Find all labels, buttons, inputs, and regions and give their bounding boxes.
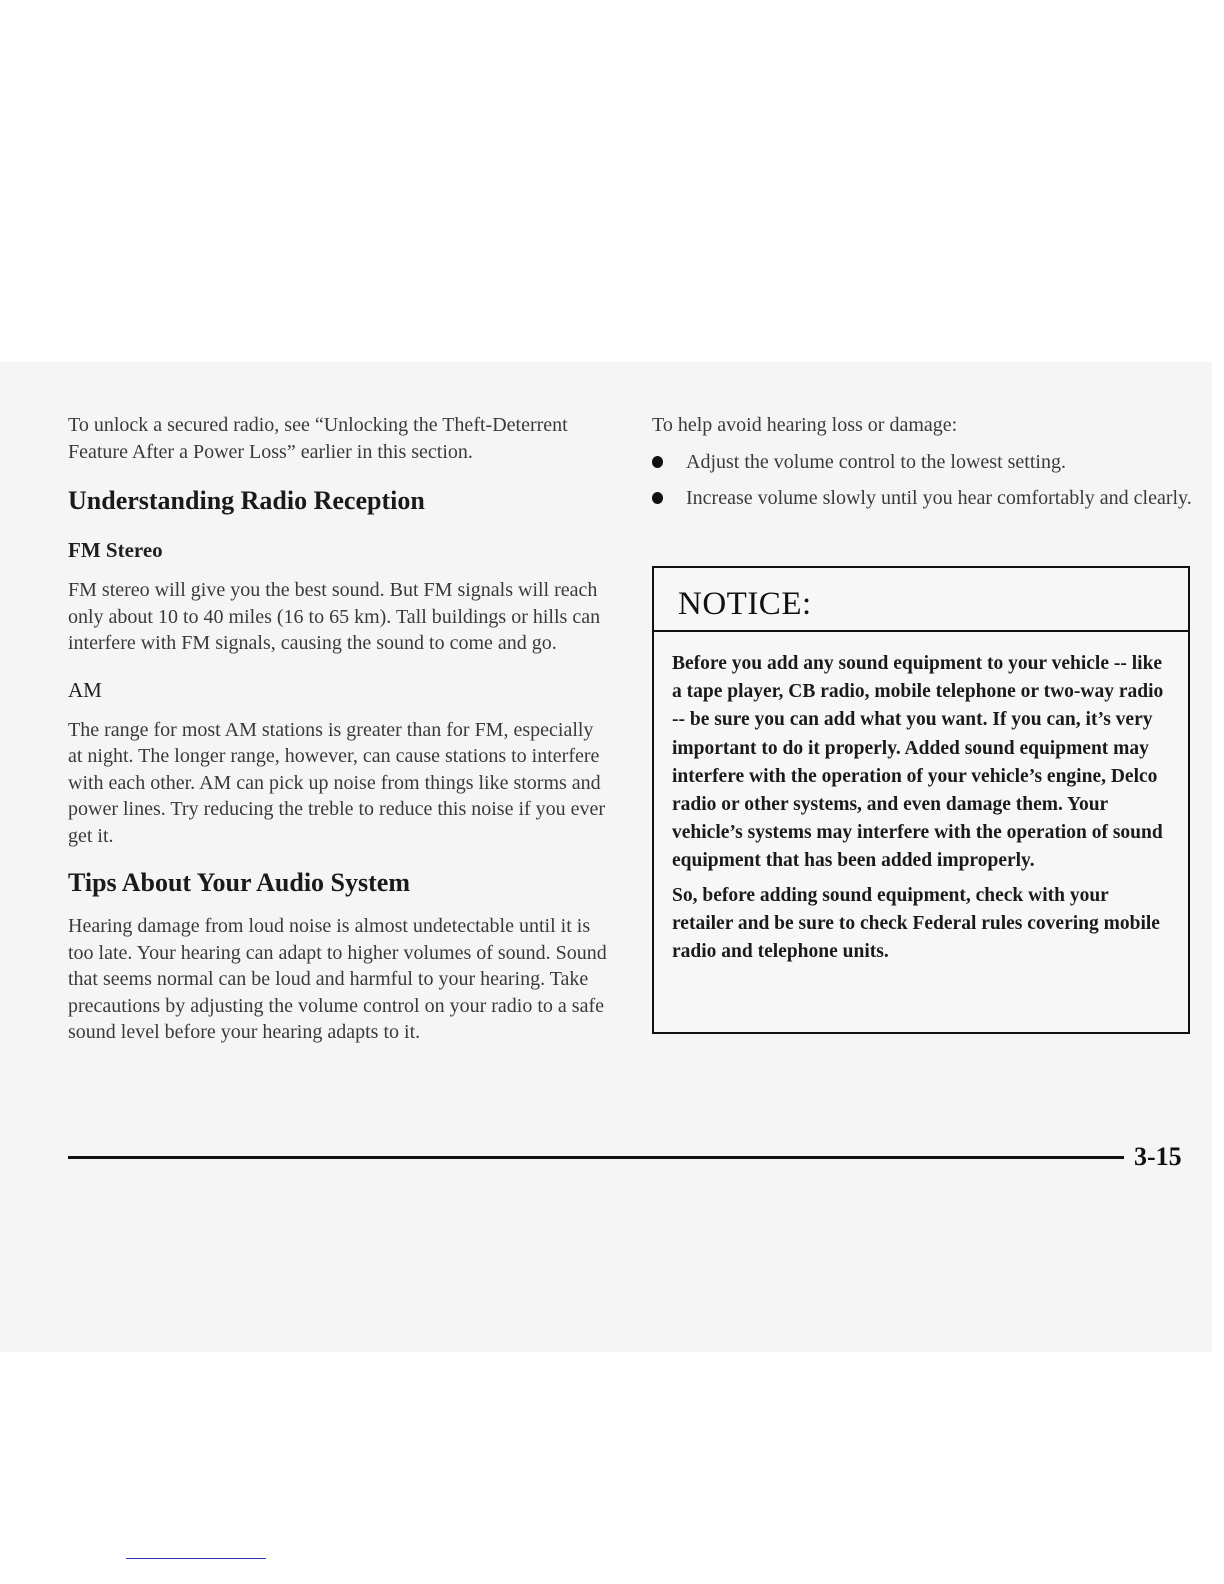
bullet-icon	[652, 456, 663, 468]
notice-box	[652, 566, 1190, 1034]
footer-rule	[68, 1156, 1124, 1159]
notice-title: NOTICE:	[678, 586, 812, 622]
notice-paragraph: So, before adding sound equipment, check with your retailer and be sure to check Federal rules covering mobile radio and telephone units.	[672, 884, 1160, 963]
notice-paragraph: Before you add any sound equipment to your vehicle -- like a tape player, CB radio, mobile telephone or two-way radio -- be sure you can add what you want. If you can, it’s very important to do it properly. Added sound equipment may interfere with the operation of your vehicle’s engine, Delco radio or other systems, and even damage them. Your vehicle’s systems may interfere with the operation of sound equipment that has been added improperly.	[672, 653, 1164, 872]
list-item	[652, 485, 1194, 512]
right-column	[652, 412, 1194, 522]
left-column	[68, 412, 608, 1046]
heading-fm-stereo: FM Stereo	[68, 538, 163, 562]
fm-stereo-paragraph: FM stereo will give you the best sound. But FM signals will reach only about 10 to 40 miles (16 to 65 km). Tall buildings or hills can interfere with FM signals, causing the sound to come and go.	[68, 579, 601, 654]
scan-artifact-line	[126, 1558, 266, 1559]
page-number: 3-15	[1134, 1142, 1182, 1171]
hearing-tips-list	[652, 449, 1194, 512]
heading-am: AM	[68, 677, 102, 702]
notice-body	[654, 632, 1188, 966]
intro-paragraph: To unlock a secured radio, see “Unlocking the Theft-Deterrent Feature After a Power Loss” earlier in this section.	[68, 414, 568, 463]
list-item-text: Adjust the volume control to the lowest setting.	[686, 450, 1066, 473]
am-paragraph: The range for most AM stations is greater than for FM, especially at night. The longer range, however, can cause stations to interfere with each other. AM can pick up noise from things like storms and power lines. Try reducing the treble to reduce this noise if you ever get it.	[68, 718, 606, 847]
heading-tips-about-audio-system: Tips About Your Audio System	[68, 868, 410, 897]
list-item	[652, 449, 1194, 476]
bullet-icon	[652, 492, 663, 504]
notice-header	[654, 568, 1188, 632]
heading-understanding-radio-reception: Understanding Radio Reception	[68, 486, 425, 515]
hearing-intro: To help avoid hearing loss or damage:	[652, 414, 958, 436]
tips-paragraph: Hearing damage from loud noise is almost undetectable until it is too late. Your hearing can adapt to higher volumes of sound. Sound that seems normal can be loud and harmful to your hearing. Take precautions by adjusting the volume control on your radio to a safe sound level before your hearing adapts to it.	[68, 915, 607, 1043]
list-item-text: Increase volume slowly until you hear comfortably and clearly.	[686, 487, 1192, 509]
